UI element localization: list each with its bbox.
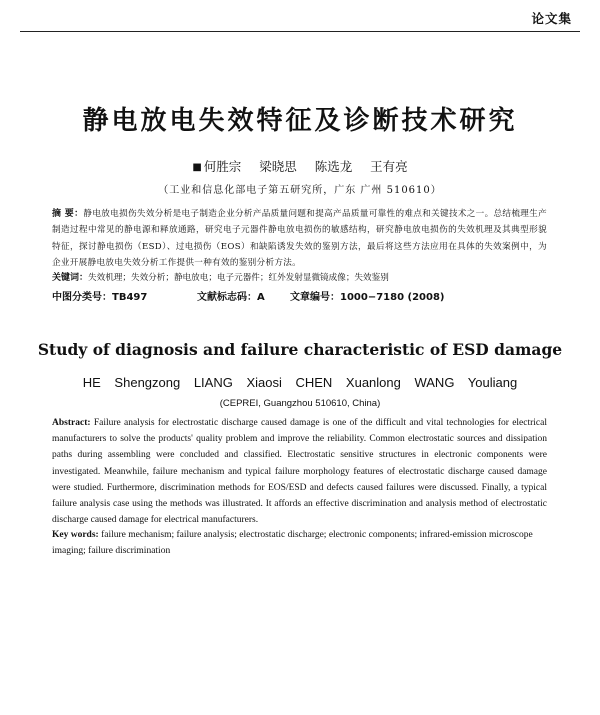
section-label: 论文集 [531, 11, 572, 26]
chinese-author-names: 何胜宗 梁晓思 陈选龙 王有亮 [203, 159, 408, 174]
chinese-keywords-label: 关键词： [52, 273, 89, 283]
english-keywords [52, 527, 547, 559]
english-abstract-label: Abstract: [52, 418, 91, 428]
english-authors: HE Shengzong LIANG Xiaosi CHEN Xuanlong WANG Youliang [82, 375, 518, 390]
doc-code-label: 文献标志码： [197, 292, 257, 303]
classification-codes [52, 288, 547, 303]
article-no-label: 文章编号： [290, 292, 340, 303]
chinese-abstract-text: 静电放电损伤失效分析是电子制造企业分析产品质量问题和提高产品质量可靠性的难点和关键技术之一。总结梳理生产制造过程中常见的静电源和释放通路，研究电子元器件静电放电损伤的敏感结构，研究静电放电损伤的失效机理及其典型形貌特征，探讨静电损伤（ESD）、过电损伤（EOS）和缺陷诱发失效的鉴别方法，最后将这些方法应用在具体的失效案例中，为企业开展静电放电失效分析工作提供一种有效的鉴别分析方法。 [52, 209, 547, 269]
author-mark-icon: ■ [192, 162, 202, 173]
clc-value: TB497 [112, 292, 148, 303]
article-number [290, 288, 445, 303]
chinese-keywords [52, 271, 547, 285]
chinese-abstract-label: 摘 要： [52, 209, 84, 219]
english-abstract-text: Failure analysis for electrostatic discharge caused damage is one of the difficult and vital technologies for electrical manufacturers to solve the products' quality problem and improve the reliability. Common electrostatic sources and dissipation paths during assembling were concluded and classified. Electrostatic sensitive structures in electronic components were investigated. Meanwhile, failure mechanism and typical failure morphology features of electrostatic discharge caused damage were studied. Furthermore, discrimination methods for EOS/ESD and defects caused failures were discussed. Finally, a typical failure analysis case using the methods was illustrated. It affords an effective discrimination and analysis method of electrostatic discharge caused damage for electrical manufacturers. [52, 418, 547, 526]
chinese-abstract [52, 206, 547, 272]
article-no-value: 1000−7180 (2008) [340, 292, 445, 303]
doc-code [197, 288, 290, 303]
english-keywords-label: Key words: [52, 530, 99, 540]
chinese-title: 静电放电失效特征及诊断技术研究 [82, 106, 518, 136]
clc-label: 中图分类号： [52, 292, 112, 303]
english-abstract [52, 415, 547, 528]
chinese-affiliation: （工业和信息化部电子第五研究所，广东 广州 510610） [158, 185, 442, 196]
chinese-keywords-text: 失效机理；失效分析；静电放电；电子元器件；红外发射显微镜成像；失效鉴别 [88, 273, 389, 283]
clc-code [52, 288, 197, 303]
doc-code-value: A [257, 292, 265, 303]
chinese-authors [0, 157, 600, 175]
english-affiliation: (CEPREI, Guangzhou 510610, China) [219, 398, 381, 409]
english-keywords-text: failure mechanism; failure analysis; electrostatic discharge; electronic components; infrared-emission microscope imaging; failure discrimination [52, 530, 533, 557]
header-rule [20, 31, 580, 32]
english-title: Study of diagnosis and failure characteristic of ESD damage [37, 340, 563, 359]
